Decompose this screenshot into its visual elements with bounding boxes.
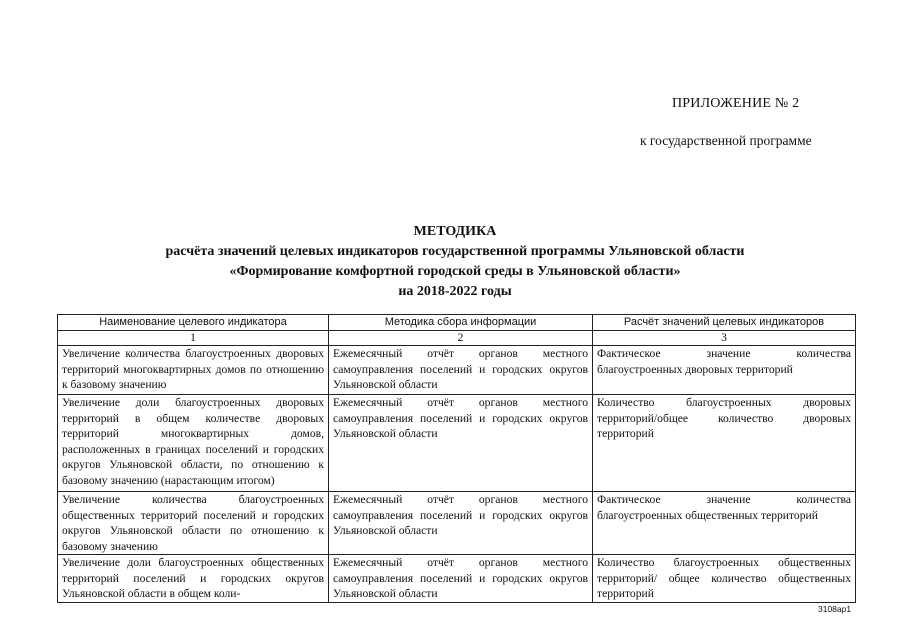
header-indicator-name: Наименование целевого индикатора: [58, 315, 329, 331]
calculation-cell: Количество благоустроенных общественных территорий/ общее количество общественных территорий: [593, 555, 856, 603]
method-cell: Ежемесячный отчёт органов местного самоуправления поселений и городских округов Ульяновской области: [329, 346, 593, 395]
document-heading: [60, 222, 850, 302]
indicator-cell: Увеличение количества благоустроенных дворовых территорий многоквартирных домов по отношению к базовому значению: [58, 346, 329, 395]
indicator-cell: Увеличение доли благоустроенных дворовых территорий в общем количестве дворовых территорий многоквартирных домов, расположенных в границах поселений и городских округов Ульяновской области, по отношению к базовому значению (нарастающим итогом): [58, 395, 329, 492]
calculation-cell: Фактическое значение количества благоустроенных общественных территорий: [593, 492, 856, 555]
method-cell: Ежемесячный отчёт органов местного самоуправления поселений и городских округов Ульяновской области: [329, 555, 593, 603]
heading-subtitle-2: «Формирование комфортной городской среды в Ульяновской области»: [229, 264, 681, 279]
method-cell: Ежемесячный отчёт органов местного самоуправления поселений и городских округов Ульяновской области: [329, 492, 593, 555]
appendix-title: ПРИЛОЖЕНИЕ № 2: [672, 96, 800, 111]
method-cell: Ежемесячный отчёт органов местного самоуправления поселений и городских округов Ульяновской области: [329, 395, 593, 492]
calculation-cell: Количество благоустроенных дворовых территорий/общее количество дворовых территорий: [593, 395, 856, 492]
table-header-row: [58, 315, 856, 331]
heading-subtitle-1: расчёта значений целевых индикаторов государственной программы Ульяновской области: [165, 244, 745, 259]
document-code: 3108ap1: [818, 604, 852, 614]
indicator-cell: Увеличение количества благоустроенных общественных территорий поселений и городских округов Ульяновской области по отношению к базовому значению: [58, 492, 329, 555]
calculation-cell: Фактическое значение количества благоустроенных дворовых территорий: [593, 346, 856, 395]
table-row: [58, 492, 856, 555]
heading-title: МЕТОДИКА: [413, 224, 497, 239]
appendix-subtitle: к государственной программе: [640, 133, 812, 148]
column-number: 2: [329, 331, 593, 346]
methodology-table: [57, 314, 856, 603]
heading-period: на 2018-2022 годы: [398, 284, 512, 299]
column-number: 3: [593, 331, 856, 346]
column-number: 1: [58, 331, 329, 346]
header-collection-method: Методика сбора информации: [329, 315, 593, 331]
table-row: [58, 346, 856, 395]
table-row: [58, 395, 856, 492]
table-row: [58, 555, 856, 603]
column-number-row: [58, 331, 856, 346]
indicator-cell: Увеличение доли благоустроенных общественных территорий поселений и городских округов Ульяновской области в общем коли-: [58, 555, 329, 603]
header-calculation: Расчёт значений целевых индикаторов: [593, 315, 856, 331]
